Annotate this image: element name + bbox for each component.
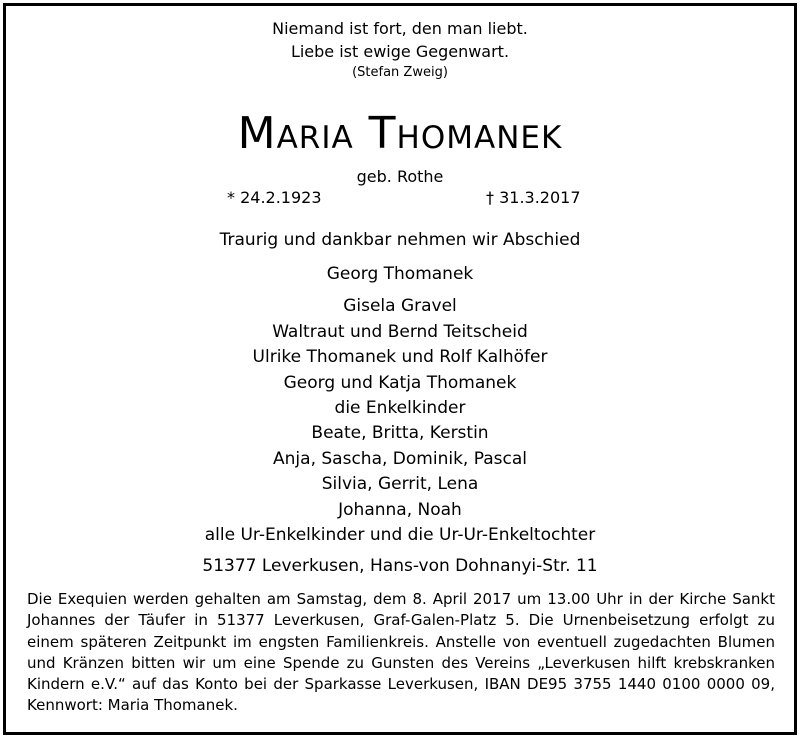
quote-line-1: Niemand ist fort, den man liebt.	[272, 19, 528, 38]
birth-date: * 24.2.1923	[227, 188, 322, 207]
farewell-intro: Traurig und dankbar nehmen wir Abschied	[219, 230, 581, 250]
mourner-line: alle Ur-Enkelkinder und die Ur-Ur-Enkeltochter	[204, 525, 596, 546]
mourners-address: 51377 Leverkusen, Hans-von Dohnanyi-Str. 11	[202, 556, 598, 576]
mourner-line: Gisela Gravel	[343, 296, 457, 317]
mourner-line: Waltraut und Bernd Teitscheid	[272, 321, 528, 342]
quote-author: (Stefan Zweig)	[352, 65, 448, 80]
mourner-line: Johanna, Noah	[338, 499, 462, 520]
mourner-line: Georg und Katja Thomanek	[283, 372, 517, 393]
service-notice: Die Exequien werden gehalten am Samstag, dem 8. April 2017 um 13.00 Uhr in der Kirche Sankt Johannes der Täufer in 51377 Leverkusen, Graf-Galen-Platz 5. Die Urnenbeisetzung erfolgt zu einem späteren Zeitpunkt im engsten Familienkreis. Anstelle von eventuell zugedachten Blumen und Kränzen bitten wir um eine Spende zu Gunsten des Vereins „Leverkusen hilft krebskranken Kindern e.V.“ auf das Konto bei der Sparkasse Leverkusen, IBAN DE95 3755 1440 0100 0000 09, Kennwort: Maria Thomanek.	[27, 590, 775, 715]
quote-line-2: Liebe ist ewige Gegenwart.	[290, 42, 510, 61]
deceased-name: Maria Thomanek	[237, 108, 563, 159]
mourner-line: Anja, Sascha, Dominik, Pascal	[273, 448, 527, 469]
mourners-list	[0, 262, 800, 548]
mourner-line: die Enkelkinder	[334, 398, 466, 419]
birth-name: geb. Rothe	[356, 167, 444, 186]
mourner-line: Silvia, Gerrit, Lena	[321, 474, 479, 495]
mourner-line: Beate, Britta, Kerstin	[311, 423, 489, 444]
death-date: † 31.3.2017	[486, 188, 581, 207]
mourner-line: Ulrike Thomanek und Rolf Kalhöfer	[252, 347, 548, 368]
mourner-line: Georg Thomanek	[326, 264, 474, 284]
